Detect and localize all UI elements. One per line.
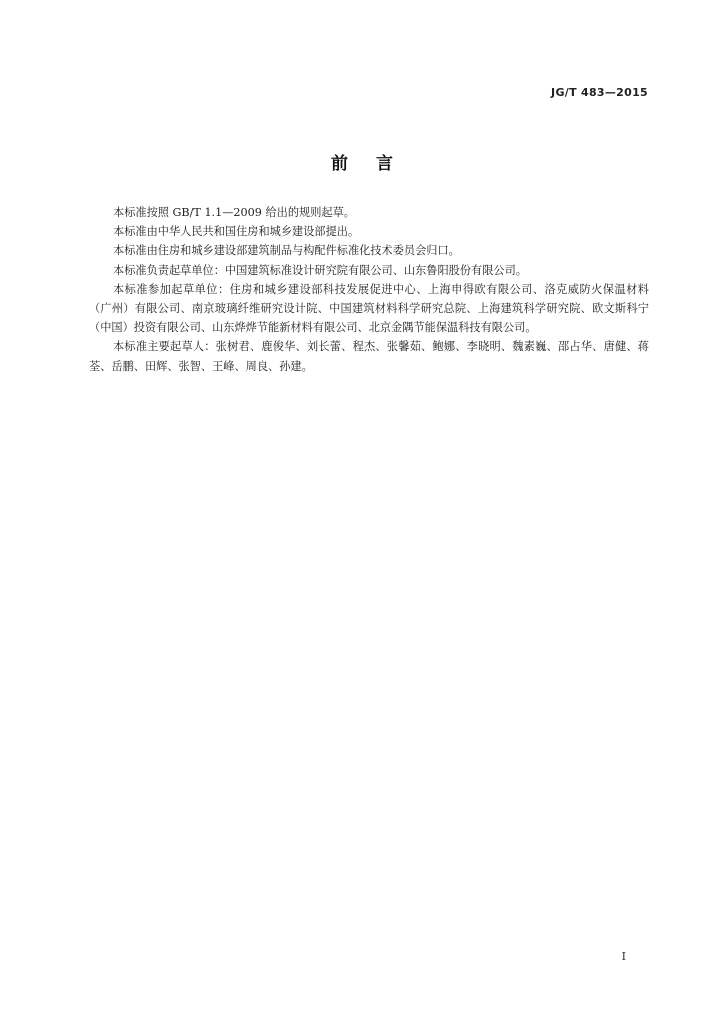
paragraph-proposed-by: 本标准由中华人民共和国住房和城乡建设部提出。 <box>113 225 360 239</box>
paragraph-drafting-rules: 本标准按照 GB/T 1.1—2009 给出的规则起草。 <box>113 206 355 219</box>
section-heading: 前言 <box>331 154 421 174</box>
paragraph-under-jurisdiction: 本标准由住房和城乡建设部建筑制品与构配件标准化技术委员会归口。 <box>113 244 460 258</box>
paragraph-main-drafters: 本标准主要起草人：张树君、鹿俊华、刘长蕾、程杰、张馨茹、鲍娜、李晓明、魏素巍、邵占华、唐健、蒋荃、岳鹏、田辉、张智、王峰、周良、孙建。 <box>89 340 649 373</box>
paragraph-lead-drafting-units: 本标准负责起草单位：中国建筑标准设计研究院有限公司、山东鲁阳股份有限公司。 <box>113 263 527 277</box>
foreword-body <box>89 203 649 376</box>
page-number: I <box>621 950 626 963</box>
standard-code: JG/T 483—2015 <box>551 86 648 99</box>
paragraph-participating-units: 本标准参加起草单位：住房和城乡建设部科技发展促进中心、上海申得欧有限公司、洛克威防火保温材料（广州）有限公司、南京玻璃纤维研究设计院、中国建筑材料科学研究总院、上海建筑科学研究院、欧文斯科宁（中国）投资有限公司、山东烨烨节能新材料有限公司、北京金隅节能保温科技有限公司。 <box>89 282 649 335</box>
